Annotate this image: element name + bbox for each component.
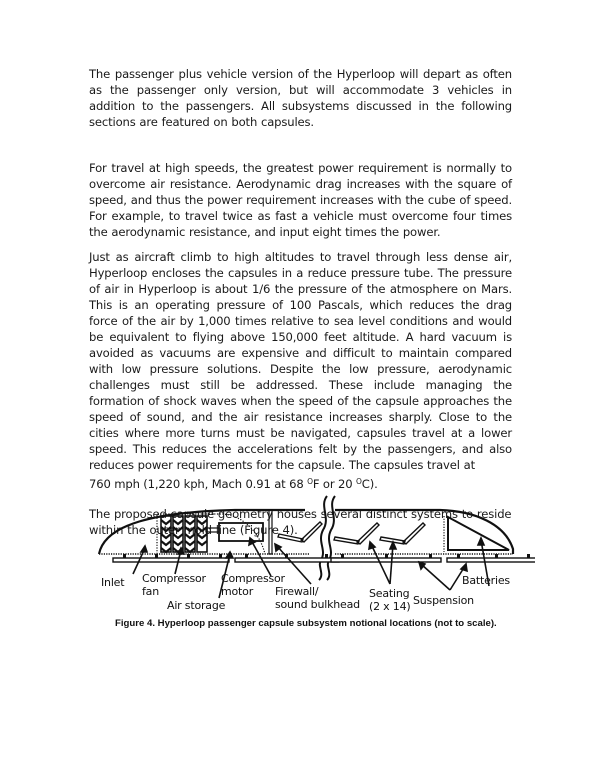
paragraph-power-requirement: For travel at high speeds, the greatest power requirement is normally to overcome air resistance. Aerodynamic drag increases with the square of speed, and thus the power requirement increases with the cube of speed. For example, to travel twice as fast a vehicle must overcome four times the aerodynamic resistance, and input eight times the power. xyxy=(89,161,512,239)
capsule-diagram xyxy=(95,494,535,616)
speed-text: 760 mph (1,220 kph, Mach 0.91 at 68 xyxy=(89,477,308,491)
degree-symbol: O xyxy=(356,477,362,486)
speed-text-unit-c: C). xyxy=(361,477,378,491)
label-seating xyxy=(369,587,410,613)
label-compressor-motor-line1: Compressor xyxy=(221,572,285,585)
label-firewall xyxy=(275,585,360,611)
degree-symbol: O xyxy=(307,477,313,486)
label-compressor-fan xyxy=(142,572,206,598)
label-seating-line2: (2 x 14) xyxy=(369,600,411,613)
label-firewall-line1: Firewall/ xyxy=(275,585,319,598)
label-suspension: Suspension xyxy=(413,594,474,607)
speed-text-unit-f: F or 20 xyxy=(312,477,356,491)
label-compressor-fan-line1: Compressor xyxy=(142,572,206,585)
paragraph-capsule-geometry: The proposed capsule geometry houses several distinct systems to reside within the outer mold line (Figure 4). xyxy=(89,507,512,537)
label-batteries: Batteries xyxy=(462,574,510,587)
label-inlet: Inlet xyxy=(101,576,125,589)
spacer xyxy=(89,130,512,160)
document-body xyxy=(89,66,512,538)
figure-caption: Figure 4. Hyperloop passenger capsule subsystem notional locations (not to scale). xyxy=(115,618,497,629)
paragraph-low-pressure-tube: Just as aircraft climb to high altitudes to travel through less dense air, Hyperloop encloses the capsules in a reduce pressure tube. The pressure of air in Hyperloop is about 1/6 the pressure of the atmosphere on Mars. This is an operating pressure of 100 Pascals, which reduces the drag force of the air by 1,000 times relative to sea level conditions and would be equivalent to flying above 150,000 feet altitude. A hard vacuum is avoided as vacuums are expensive and difficult to maintain compared with low pressure solutions. Despite the low pressure, aerodynamic challenges must still be addressed. These include managing the formation of shock waves when the speed of the capsule approaches the speed of sound, and the air resistance increases sharply. Close to the cities where more turns must be navigated, capsules travel at a lower speed. This reduces the accelerations felt by the passengers, and also reduces power requirements for the capsule. The capsules travel at xyxy=(89,250,512,472)
label-compressor-fan-line2: fan xyxy=(142,585,159,598)
speed-line xyxy=(89,476,512,492)
label-seating-line1: Seating xyxy=(369,587,410,600)
label-firewall-line2: sound bulkhead xyxy=(275,598,360,611)
label-air-storage: Air storage xyxy=(167,599,226,612)
label-compressor-motor-line2: motor xyxy=(221,585,254,598)
spacer xyxy=(89,240,512,249)
paragraph-vehicle-version: The passenger plus vehicle version of the Hyperloop will depart as often as the passenger only version, but will accommodate 3 vehicles in addition to the passengers. All subsystems discussed in the following sections are featured on both capsules. xyxy=(89,67,512,129)
